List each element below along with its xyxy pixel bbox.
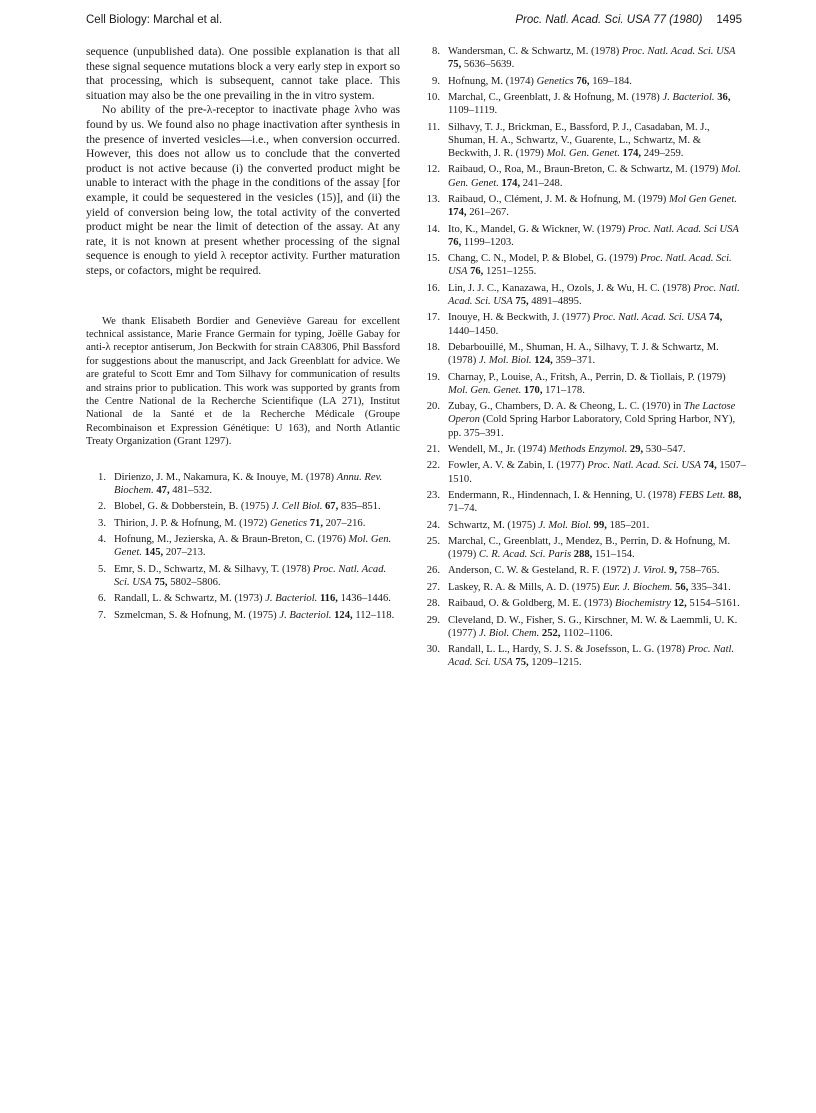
reference-item bbox=[420, 163, 746, 189]
reference-journal: J. Cell Biol. bbox=[271, 501, 323, 513]
reference-volume: 174, bbox=[501, 177, 521, 189]
journal-citation: Proc. Natl. Acad. Sci. USA 77 (1980) bbox=[515, 14, 703, 26]
reference-volume: 76, bbox=[576, 75, 590, 87]
reference-pages: 4891–4895. bbox=[531, 295, 582, 307]
reference-pages: 5636–5639. bbox=[463, 59, 515, 71]
reference-item bbox=[420, 519, 746, 532]
body-paragraph-1: sequence (unpublished data). One possible explanation is that all these signal sequence mutations block a very early step in export so that processing, which is subsequent, cannot take place. This situation may also be the one prevailing in the in vitro system. bbox=[86, 45, 400, 102]
left-column bbox=[86, 45, 400, 625]
reference-pages: 249–259. bbox=[643, 147, 684, 159]
reference-item bbox=[420, 223, 746, 249]
reference-item bbox=[86, 533, 400, 559]
reference-number: 24. bbox=[426, 519, 440, 531]
reference-pages: 169–184. bbox=[592, 75, 632, 87]
reference-authors: Raibaud, O. & Goldberg, M. E. (1973) bbox=[448, 598, 613, 610]
reference-number: 4. bbox=[98, 533, 106, 545]
reference-pages: 481–532. bbox=[172, 484, 213, 496]
reference-number: 9. bbox=[432, 75, 440, 87]
reference-item bbox=[420, 341, 746, 367]
reference-item bbox=[86, 609, 400, 622]
reference-item bbox=[86, 517, 400, 530]
reference-item bbox=[420, 564, 746, 577]
reference-volume: 75, bbox=[154, 576, 168, 588]
reference-journal: Genetics bbox=[536, 75, 574, 87]
reference-item bbox=[420, 597, 746, 610]
reference-journal: The Lactose Operon bbox=[448, 401, 736, 426]
reference-authors: Debarbouillé, M., Shuman, H. A., Silhavy, T. J. & Schwartz, M. (1978) bbox=[448, 341, 719, 367]
reference-authors: Blobel, G. & Dobberstein, B. (1975) bbox=[114, 501, 270, 513]
reference-item bbox=[420, 121, 746, 161]
reference-pages: 1199–1203. bbox=[463, 236, 514, 248]
reference-item bbox=[420, 371, 746, 397]
reference-journal: Proc. Natl. Acad. Sci. USA bbox=[587, 460, 701, 472]
reference-journal: Biochemistry bbox=[614, 598, 671, 610]
reference-list-right bbox=[420, 45, 746, 670]
reference-item bbox=[420, 581, 746, 594]
reference-number: 29. bbox=[426, 614, 440, 626]
acknowledgments: We thank Elisabeth Bordier and Geneviève Gareau for excellent technical assistance, Marie France Germain for typing, Joëlle Gabay for anti-λ receptor antiserum, Jon Beckwith for strain CA8306, Phil Bassford for suggestions about the manuscript, and Jack Greenblatt for advice. We are grateful to Scott Emr and Tom Silhavy for communication of results and strains prior to publication. This work was supported by grants from the Centre National de la Recherche Scientifique (LA 271), Institut National de la Santé et de la Recherche Médicale (Groupe Recombinaison et Expression Génétique: U 163), and North Atlantic Treaty Organization (Grant 1297). bbox=[86, 315, 400, 448]
reference-journal: Proc. Natl. Acad. Sci. USA bbox=[448, 282, 740, 307]
reference-authors: Zubay, G., Chambers, D. A. & Cheong, L. C. (1970) in bbox=[448, 401, 682, 413]
reference-pages: 1251–1255. bbox=[485, 266, 537, 278]
reference-volume: 29, bbox=[629, 443, 644, 455]
reference-number: 19. bbox=[426, 371, 440, 383]
reference-volume: 124, bbox=[534, 355, 553, 367]
reference-pages: 1440–1450. bbox=[448, 325, 499, 337]
reference-number: 13. bbox=[426, 193, 440, 205]
body-paragraph-2: No ability of the pre-λ-receptor to inactivate phage λvho was found by us. We found also no phage inactivation after synthesis in the presence of inverted vesicles—i.e., when conversion occurred. However, this does not allow us to conclude that the converted product is not active because (i) the converted product might be unable to interact with the phage in the conditions of the assay [for example, it could be sequestered in the vesicles (15)], and (ii) the yield of conversion being low, the total activity of the converted product might be near the limit of detection of the assay. At any rate, it is not known at present whether processing of the signal sequence is enough to yield λ receptor activity. Further maturation steps, or cofactors, might be required. bbox=[86, 103, 400, 277]
reference-item bbox=[420, 489, 746, 515]
page-number: 1495 bbox=[716, 14, 742, 26]
reference-volume: 75, bbox=[448, 59, 462, 71]
reference-pages: 530–547. bbox=[645, 443, 686, 455]
reference-authors: Silhavy, T. J., Brickman, E., Bassford, P. J., Casadaban, M. J., Shuman, H. A., Schwartz, V., Guarente, L., Schwartz, M. & Beckwith, J. R. (1979) bbox=[448, 121, 710, 159]
reference-authors: Endermann, R., Hindennach, I. & Henning, U. (1978) bbox=[448, 489, 677, 501]
reference-item bbox=[420, 45, 746, 71]
reference-number: 16. bbox=[426, 282, 440, 294]
reference-number: 10. bbox=[426, 91, 440, 103]
reference-journal: FEBS Lett. bbox=[678, 489, 726, 501]
reference-volume: 116, bbox=[319, 593, 338, 605]
reference-pages: 1436–1446. bbox=[340, 593, 391, 605]
reference-journal: Proc. Natl. Acad. Sci USA bbox=[627, 223, 739, 235]
reference-volume: 75, bbox=[515, 657, 529, 669]
reference-number: 20. bbox=[426, 401, 440, 413]
reference-item bbox=[420, 614, 746, 640]
reference-number: 23. bbox=[426, 489, 440, 501]
reference-pages: 241–248. bbox=[522, 177, 563, 189]
reference-journal: Mol. Gen. Genet. bbox=[546, 147, 620, 159]
reference-pages: 835–851. bbox=[340, 501, 381, 513]
reference-journal: C. R. Acad. Sci. Paris bbox=[478, 549, 572, 561]
reference-item bbox=[420, 75, 746, 88]
reference-item bbox=[420, 643, 746, 669]
reference-volume: 99, bbox=[593, 519, 607, 531]
reference-pages: 1102–1106. bbox=[563, 627, 613, 639]
reference-volume: 56, bbox=[675, 581, 689, 593]
reference-number: 11. bbox=[427, 121, 440, 133]
reference-volume: 76, bbox=[470, 266, 484, 278]
reference-journal: J. Bacteriol. bbox=[662, 91, 715, 103]
reference-volume: 9, bbox=[669, 565, 677, 577]
reference-journal: J. Biol. Chem. bbox=[478, 627, 540, 639]
reference-volume: 71, bbox=[309, 517, 323, 529]
reference-journal: Proc. Natl. Acad. Sci. USA bbox=[448, 253, 732, 278]
reference-journal: J. Bacteriol. bbox=[279, 609, 332, 621]
reference-authors: Hofnung, M. (1974) bbox=[448, 75, 534, 87]
running-header bbox=[86, 14, 742, 32]
reference-pages: 1507–1510. bbox=[448, 460, 746, 485]
reference-pages: 1209–1215. bbox=[531, 657, 582, 669]
reference-number: 5. bbox=[98, 563, 106, 575]
reference-authors: Lin, J. J. C., Kanazawa, H., Ozols, J. & Wu, H. C. (1978) bbox=[448, 282, 691, 294]
reference-number: 3. bbox=[98, 517, 106, 529]
reference-journal: Mol. Gen. Genet. bbox=[448, 164, 741, 189]
reference-item bbox=[420, 193, 746, 219]
reference-authors: Laskey, R. A. & Mills, A. D. (1975) bbox=[448, 581, 601, 593]
reference-pages: 207–216. bbox=[325, 517, 366, 529]
reference-volume: 75, bbox=[515, 295, 529, 307]
reference-authors: Szmelcman, S. & Hofnung, M. (1975) bbox=[114, 609, 277, 621]
reference-number: 21. bbox=[426, 443, 440, 455]
reference-number: 7. bbox=[98, 609, 106, 621]
reference-authors: Randall, L. & Schwartz, M. (1973) bbox=[114, 593, 263, 605]
reference-pages: 335–341. bbox=[691, 581, 731, 593]
reference-number: 30. bbox=[426, 644, 440, 656]
reference-item bbox=[420, 282, 746, 308]
running-header-section: Cell Biology: Marchal et al. bbox=[86, 14, 223, 26]
reference-authors: Wandersman, C. & Schwartz, M. (1978) bbox=[448, 46, 620, 57]
reference-authors: Marchal, C., Greenblatt, J. & Hofnung, M. (1978) bbox=[448, 91, 660, 103]
reference-pages: 758–765. bbox=[679, 565, 720, 577]
reference-volume: 174, bbox=[622, 147, 642, 159]
reference-journal: Proc. Natl. Acad. Sci. USA bbox=[448, 644, 735, 669]
reference-journal: Annu. Rev. Biochem. bbox=[114, 471, 383, 496]
reference-number: 17. bbox=[426, 312, 440, 324]
reference-item bbox=[420, 535, 746, 561]
reference-number: 22. bbox=[426, 460, 440, 472]
reference-number: 12. bbox=[426, 164, 440, 176]
reference-journal: J. Mol. Biol. bbox=[478, 355, 532, 367]
reference-authors: Thirion, J. P. & Hofnung, M. (1972) bbox=[114, 517, 268, 529]
reference-volume: 36, bbox=[717, 91, 731, 103]
reference-pages: 1109–1119. bbox=[448, 105, 498, 117]
reference-item bbox=[420, 91, 746, 117]
reference-number: 14. bbox=[426, 223, 440, 235]
reference-volume: 124, bbox=[334, 609, 353, 621]
reference-journal: Proc. Natl. Acad. Sci. USA bbox=[621, 46, 736, 57]
reference-authors: Raibaud, O., Clément, J. M. & Hofnung, M. (1979) bbox=[448, 193, 667, 205]
reference-item bbox=[86, 500, 400, 513]
reference-volume: 76, bbox=[448, 236, 462, 248]
reference-number: 27. bbox=[426, 581, 440, 593]
reference-item bbox=[420, 311, 746, 337]
reference-number: 26. bbox=[426, 565, 440, 577]
reference-pages: 185–201. bbox=[609, 519, 650, 531]
reference-pages: 171–178. bbox=[545, 384, 585, 396]
reference-journal: Proc. Natl. Acad. Sci. USA bbox=[592, 312, 707, 324]
reference-journal: Methods Enzymol. bbox=[548, 443, 628, 455]
reference-journal: J. Virol. bbox=[633, 565, 667, 577]
reference-pages: 5802–5806. bbox=[170, 576, 221, 588]
reference-authors: Schwartz, M. (1975) bbox=[448, 519, 536, 531]
reference-item bbox=[420, 459, 746, 485]
reference-authors: Charnay, P., Louise, A., Fritsh, A., Perrin, D. & Tiollais, P. (1979) bbox=[448, 371, 726, 383]
reference-pages: (Cold Spring Harbor Laboratory, Cold Spring Harbor, NY), pp. 375–391. bbox=[448, 414, 736, 439]
reference-volume: 47, bbox=[156, 484, 170, 496]
running-header-journal-block bbox=[515, 14, 742, 26]
reference-list-left bbox=[86, 471, 400, 622]
reference-item bbox=[420, 443, 746, 456]
reference-volume: 74, bbox=[709, 312, 723, 324]
reference-number: 28. bbox=[426, 598, 440, 610]
reference-pages: 71–74. bbox=[448, 503, 478, 515]
reference-journal: Mol Gen Genet. bbox=[669, 193, 737, 205]
reference-authors: Marchal, C., Greenblatt, J., Mendez, B., Perrin, D. & Hofnung, M. (1979) bbox=[448, 535, 731, 561]
reference-journal: Mol. Gen. Genet. bbox=[114, 533, 392, 559]
reference-authors: Wendell, M., Jr. (1974) bbox=[448, 443, 547, 455]
reference-item bbox=[86, 563, 400, 589]
reference-authors: Randall, L. L., Hardy, S. J. S. & Josefsson, L. G. (1978) bbox=[448, 644, 686, 656]
reference-volume: 252, bbox=[541, 627, 561, 639]
reference-item bbox=[420, 400, 746, 440]
reference-volume: 74, bbox=[703, 460, 717, 472]
reference-journal: Mol. Gen. Genet. bbox=[448, 384, 522, 396]
reference-volume: 288, bbox=[573, 549, 593, 561]
reference-item bbox=[86, 471, 400, 497]
reference-authors: Ito, K., Mandel, G. & Wickner, W. (1979) bbox=[448, 223, 626, 235]
reference-journal: Proc. Natl. Acad. Sci. USA bbox=[114, 563, 387, 588]
reference-authors: Emr, S. D., Schwartz, M. & Silhavy, T. (1978) bbox=[114, 563, 311, 575]
reference-authors: Dirienzo, J. M., Nakamura, K. & Inouye, M. (1978) bbox=[114, 471, 335, 483]
reference-authors: Inouye, H. & Beckwith, J. (1977) bbox=[448, 312, 591, 324]
reference-pages: 112–118. bbox=[355, 609, 395, 621]
reference-authors: Chang, C. N., Model, P. & Blobel, G. (1979) bbox=[448, 253, 638, 265]
reference-pages: 261–267. bbox=[469, 207, 509, 219]
reference-journal: J. Bacteriol. bbox=[265, 593, 318, 605]
reference-volume: 145, bbox=[144, 547, 164, 559]
reference-item bbox=[420, 252, 746, 278]
reference-number: 25. bbox=[426, 535, 440, 547]
reference-volume: 88, bbox=[728, 489, 742, 501]
reference-journal: Eur. J. Biochem. bbox=[602, 581, 673, 593]
reference-item bbox=[86, 592, 400, 605]
right-column bbox=[420, 45, 746, 673]
reference-authors: Cleveland, D. W., Fisher, S. G., Kirschner, M. W. & Laemmli, U. K. (1977) bbox=[448, 614, 738, 639]
reference-volume: 174, bbox=[448, 207, 467, 219]
reference-pages: 359–371. bbox=[555, 355, 596, 367]
reference-number: 18. bbox=[426, 341, 440, 353]
reference-number: 15. bbox=[426, 253, 440, 265]
reference-number: 1. bbox=[98, 471, 106, 483]
reference-pages: 207–213. bbox=[165, 547, 206, 559]
reference-number: 2. bbox=[98, 501, 106, 513]
reference-journal: Genetics bbox=[269, 517, 308, 529]
reference-authors: Hofnung, M., Jezierska, A. & Braun-Breton, C. (1976) bbox=[114, 533, 346, 545]
reference-pages: 151–154. bbox=[594, 549, 635, 561]
reference-authors: Raibaud, O., Roa, M., Braun-Breton, C. & Schwartz, M. (1979) bbox=[448, 164, 719, 176]
reference-volume: 12, bbox=[673, 598, 687, 610]
reference-volume: 67, bbox=[325, 501, 339, 513]
reference-authors: Fowler, A. V. & Zabin, I. (1977) bbox=[448, 460, 585, 472]
reference-pages: 5154–5161. bbox=[689, 598, 740, 610]
reference-number: 6. bbox=[98, 593, 106, 605]
reference-volume: 170, bbox=[523, 384, 543, 396]
reference-journal: J. Mol. Biol. bbox=[538, 519, 592, 531]
reference-authors: Anderson, C. W. & Gesteland, R. F. (1972) bbox=[448, 565, 631, 577]
reference-number: 8. bbox=[432, 46, 440, 57]
